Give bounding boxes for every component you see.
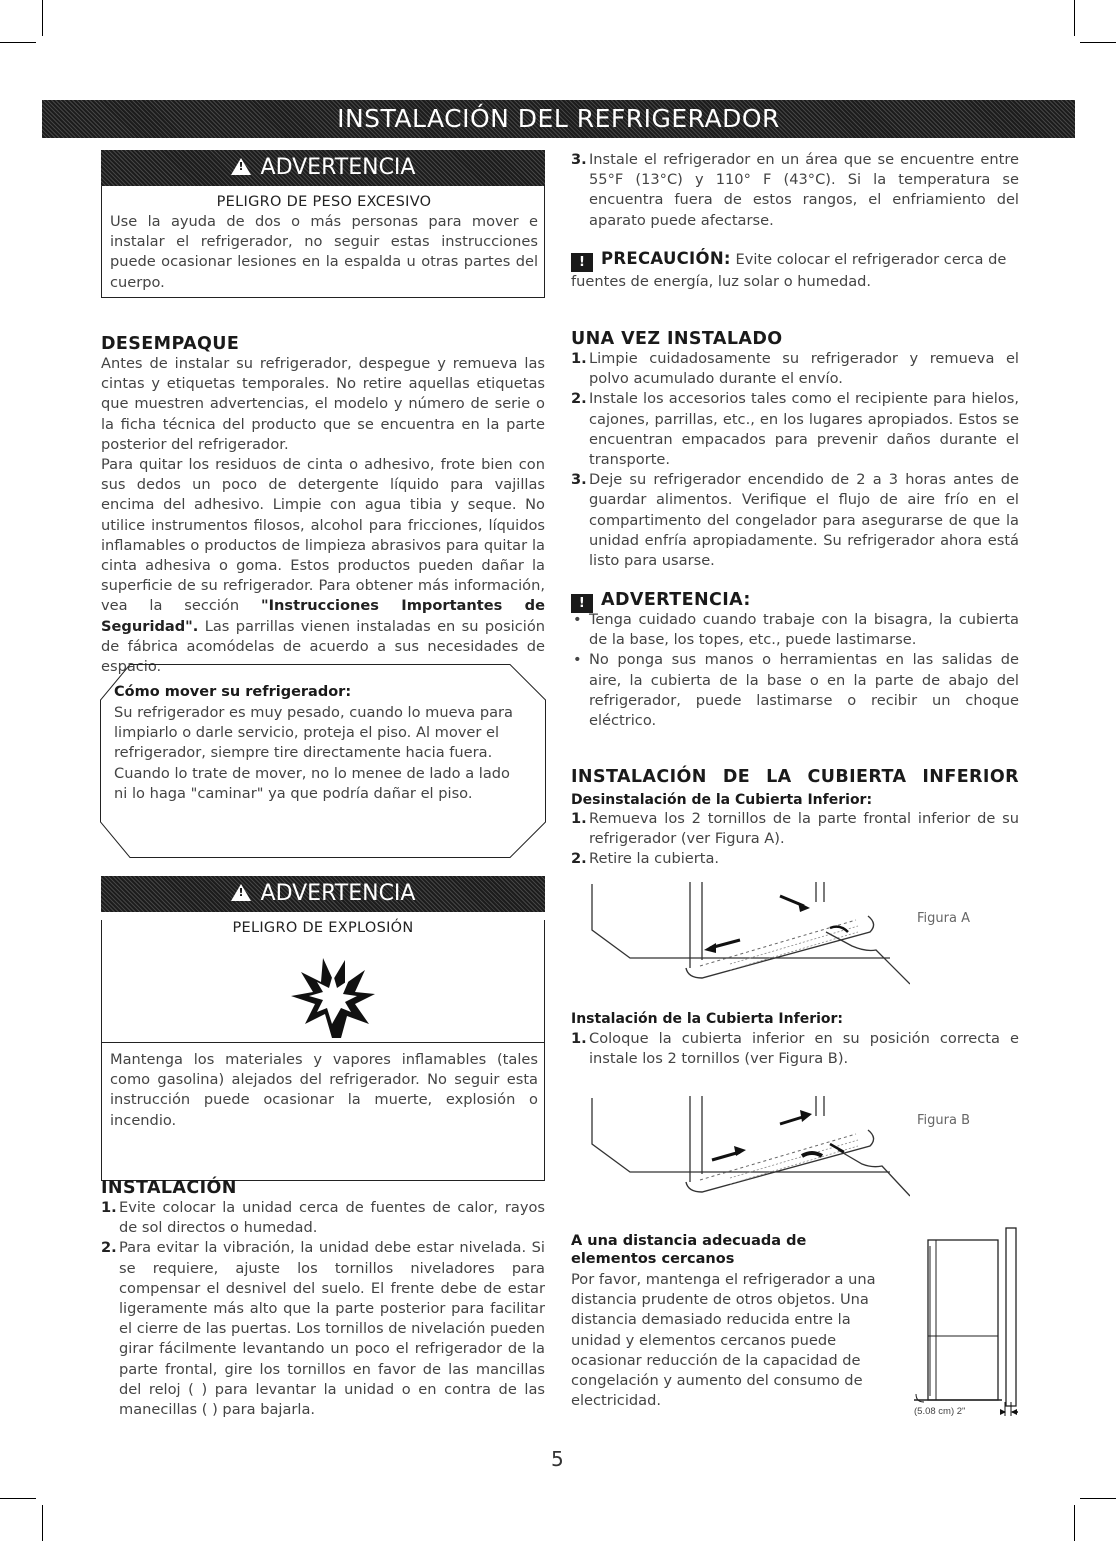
list-text: Evite colocar la unidad cerca de fuentes de calor, rayos de sol directos o humedad. — [119, 1199, 545, 1237]
warning-header-text: ADVERTENCIA — [260, 881, 416, 906]
list-item — [571, 150, 1019, 231]
warning-header — [101, 150, 545, 186]
una-vez-list — [571, 349, 1019, 571]
distancia-text: Por favor, mantenga el refrigerador a una distancia prudente de otros objetos. Una distancia demasiado reducida entre la unidad y elementos cercanos puede ocasionar reducción de la capacidad de congelación y aumento del consumo de electricidad. — [571, 1271, 876, 1410]
page-banner — [42, 100, 1075, 138]
instalacion-list — [101, 1198, 545, 1420]
list-text: Para evitar la vibración, la unidad debe estar nivelada. Si se requiere, ajuste los tornillos niveladores para compensar el desnivel del suelo. El frente debe de estar ligeramente más alto que la parte posterior para facilitar el cierre de las puertas. Los tornillos de nivelación pueden girar fácilmente levantando un poco el refrigerador de la parte frontal, gire los tornillos en favor de las mancillas del reloj ( ) para levantar la unidad o en contra de las manecillas ( ) para bajarla. — [119, 1239, 545, 1419]
mover-section — [114, 684, 519, 804]
figure-b-illustration — [590, 1094, 910, 1206]
desempaque-p2-end: Las parrillas vienen instaladas en su posición de fábrica acomódelas de acuerdo a sus necesidades de espacio. — [101, 617, 545, 676]
list-item — [571, 470, 1019, 571]
mover-title: Cómo mover su refrigerador: — [114, 684, 352, 700]
section-title-cubierta: INSTALACIÓN DE LA CUBIERTA INFERIOR — [571, 767, 1019, 787]
list-item — [101, 1198, 545, 1238]
figure-a-label: Figura A — [917, 911, 970, 926]
page-number: 5 — [551, 1447, 564, 1471]
list-number: 2. — [571, 850, 587, 868]
cubierta-list-1 — [571, 809, 1019, 870]
clearance-dimension: (5.08 cm) 2" — [914, 1406, 966, 1417]
desempaque-p1: Antes de instalar su refrigerador, despegue y remueva las cintas y etiquetas temporales. No retire aquellas etiquetas que muestren advertencias, el modelo y número de serie o la ficha técnica del producto que se encuentra en la parte posterior del refrigerador. — [101, 355, 545, 453]
list-text: Limpie cuidadosamente su refrigerador y remueva el polvo acumulado durante el envío. — [589, 350, 1019, 388]
list-text: Instale el refrigerador en un área que se encuentre entre 55°F (13°C) y 110° F (43°C). Si la temperatura se encuentra fuera de estos rangos, el enfriamiento del aparato puede afectarse. — [589, 151, 1019, 229]
advertencia-title-text: ADVERTENCIA: — [601, 590, 751, 610]
list-text: Remueva los 2 tornillos de la parte frontal inferior de su refrigerador (ver Figura A). — [589, 810, 1019, 848]
crop-mark — [1080, 42, 1116, 43]
list-item — [571, 349, 1019, 389]
list-text: Deje su refrigerador encendido de 2 a 3 horas antes de guardar alimentos. Verifique el flujo de aire frío en el compartimento del congelador para asegurarse de que la unidad enfría apropiadamente. Su refrigerador ahora está listo para usarse. — [589, 471, 1019, 570]
section-title-desempaque: DESEMPAQUE — [101, 334, 240, 354]
crop-mark — [42, 0, 43, 36]
warning-text: Use la ayuda de dos o más personas para mover e instalar el refrigerador, no seguir estas instrucciones puede ocasionar lesiones en la espalda u otras partes del cuerpo. — [110, 213, 538, 291]
banner-title: INSTALACIÓN DEL REFRIGERADOR — [337, 104, 780, 133]
precaucion-text: Evite colocar el refrigerador cerca de fuentes de energía, luz solar o humedad. — [571, 251, 1007, 290]
section-title-instalacion: INSTALACIÓN — [101, 1178, 237, 1198]
precaucion-note — [571, 249, 1019, 292]
warning-text: Mantenga los materiales y vapores inflamables (tales como gasolina) alejados del refrigerador. No seguir esta instrucción puede ocasionar la muerte, explosión o incendio. — [110, 1051, 538, 1129]
desempaque-p2-text: Para quitar los residuos de cinta o adhesivo, frote bien con sus dedos un poco de detergente líquido para vajillas encima del adhesivo. Limpie con agua tibia y seque. No utilice instrumentos filosos, alcohol para fricciones, líquidos inflamables o productos de limpieza abrasivos para quitar la cinta adhesiva o goma. Estos productos pueden dañar la superficie de su refrigerador. Para obtener más información, vea la sección — [101, 456, 545, 615]
warning-triangle-icon: ! — [231, 158, 251, 175]
warning-icon: ! — [571, 253, 593, 272]
bullet-item: • Tenga cuidado cuando trabaje con la bisagra, la cubierta de la base, los topes, etc., puede lastimarse. — [571, 610, 1019, 650]
list-number: 1. — [571, 1030, 587, 1047]
list-number: 1. — [571, 350, 587, 367]
warning-icon: ! — [571, 594, 593, 613]
list-number: 1. — [571, 810, 587, 827]
list-item — [571, 809, 1019, 849]
cubierta-list-2 — [571, 1029, 1019, 1069]
warning-header-text: ADVERTENCIA — [260, 155, 416, 180]
list-number: 3. — [571, 151, 587, 168]
mover-text: Su refrigerador es muy pesado, cuando lo mueva para limpiarlo o darle servicio, proteja el piso. Al mover el refrigerador, siempre tire directamente hacia fuera. Cuando lo trate de mover, no lo menee de lado a lado ni lo haga "caminar" ya que podría dañar el piso. — [114, 704, 513, 802]
bullet-item: • No ponga sus manos o herramientas en las salidas de aire, la cubierta de la base o en la parte de abajo del refrigerador, puede lastimarse o recibir un choque eléctrico. — [571, 650, 1019, 731]
list-number: 2. — [101, 1239, 117, 1257]
crop-mark — [1080, 1498, 1116, 1499]
list-item — [101, 1238, 545, 1420]
warning-subtitle: PELIGRO DE PESO EXCESIVO — [216, 194, 432, 210]
list-text: Instale los accesorios tales como el recipiente para hielos, cajones, parrillas, etc., en los lugares apropiados. Estos se encuentran empacados para prevenir daños durante el transporte. — [589, 390, 1019, 469]
clearance-diagram — [910, 1226, 1020, 1416]
instalacion-item-3 — [571, 150, 1019, 231]
warning-box-explosion — [101, 876, 545, 1181]
section-title-una-vez: UNA VEZ INSTALADO — [571, 329, 783, 349]
list-number: 1. — [101, 1199, 117, 1216]
crop-mark — [1074, 0, 1075, 36]
list-number: 2. — [571, 390, 587, 408]
warning-triangle-icon: ! — [231, 884, 251, 901]
cubierta-sub2: Instalación de la Cubierta Inferior: — [571, 1011, 844, 1027]
crop-mark — [0, 42, 36, 43]
warning-header — [101, 876, 545, 912]
desempaque-p2 — [101, 455, 545, 677]
list-text: Retire la cubierta. — [589, 850, 720, 868]
list-text: Coloque la cubierta inferior en su posición correcta e instale los 2 tornillos (ver Figura B). — [589, 1030, 1019, 1068]
advertencia-list — [571, 610, 1019, 731]
list-item — [571, 849, 1019, 869]
crop-mark — [42, 1505, 43, 1541]
figure-b-label: Figura B — [917, 1113, 970, 1128]
list-item — [571, 389, 1019, 470]
cubierta-sub1: Desinstalación de la Cubierta Inferior: — [571, 792, 873, 808]
crop-mark — [1074, 1505, 1075, 1541]
list-item — [571, 1029, 1019, 1069]
figure-a-illustration — [590, 880, 910, 992]
desempaque-p2-ref: "Instrucciones Importantes de Seguridad". — [101, 597, 545, 635]
precaucion-label: PRECAUCIÓN: — [601, 249, 731, 268]
list-number: 3. — [571, 471, 587, 489]
warning-subtitle: PELIGRO DE EXPLOSIÓN — [232, 920, 414, 936]
warning-box-weight — [101, 150, 545, 298]
explosion-icon — [287, 954, 377, 1042]
crop-mark — [0, 1498, 36, 1499]
distancia-title: A una distancia adecuada de elementos cercanos — [571, 1233, 807, 1267]
